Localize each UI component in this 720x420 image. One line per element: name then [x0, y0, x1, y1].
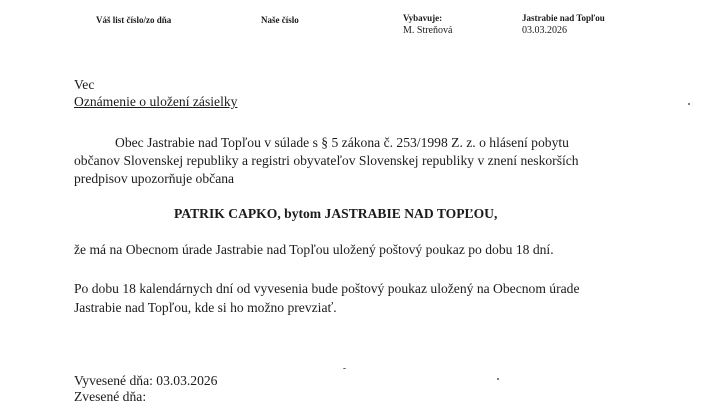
scan-speck	[497, 378, 499, 380]
subject-title: Oznámenie o uložení zásielky	[74, 94, 238, 109]
our-number-label: Naše číslo	[261, 15, 299, 25]
removed-date: Zvesené dňa:	[74, 389, 147, 404]
para3-line1: Po dobu 18 kalendárnych dní od vyvesenia bude poštový poukaz uložený na Obecnom úrade	[74, 281, 580, 296]
scan-speck	[343, 368, 346, 369]
your-letter-label: Váš list číslo/zo dňa	[96, 15, 172, 25]
para1-line1: Obec Jastrabie nad Topľou v súlade s § 5 zákona č. 253/1998 Z. z. o hlásení pobytu	[115, 135, 569, 150]
para2-line: že má na Obecnom úrade Jastrabie nad Topľou uložený poštový poukaz po dobu 18 dní.	[74, 242, 554, 257]
handled-by-value: M. Streňová	[403, 25, 453, 36]
scan-speck	[688, 103, 690, 105]
handled-by-label: Vybavuje:	[403, 13, 443, 23]
para1-line2: občanov Slovenskej republiky a registri obyvateľov Slovenskej republiky v znení neskorších	[74, 153, 579, 168]
posted-date: Vyvesené dňa: 03.03.2026	[74, 373, 218, 388]
recipient-line: PATRIK CAPKO, bytom JASTRABIE NAD TOPĽOU,	[174, 206, 498, 221]
place-label: Jastrabie nad Topľou	[522, 13, 605, 23]
para1-line3: predpisov upozorňuje občana	[74, 171, 235, 186]
date-value: 03.03.2026	[522, 25, 567, 36]
subject-label: Vec	[74, 77, 95, 92]
para3-line2: Jastrabie nad Topľou, kde si ho možno prevziať.	[74, 300, 337, 315]
